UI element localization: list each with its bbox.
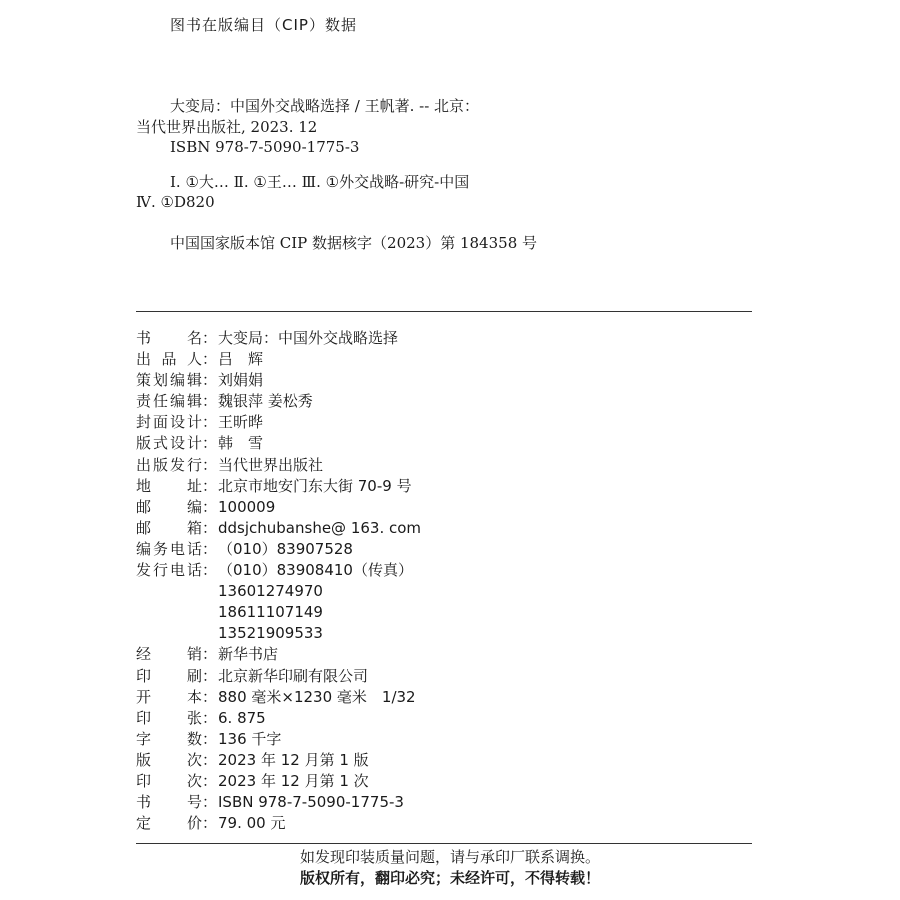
imprint-value: （010）83907528 xyxy=(218,539,353,558)
imprint-label-char: 版 xyxy=(136,434,152,453)
cip-isbn-line: ISBN 978-7-5090-1775-3 xyxy=(170,138,360,156)
imprint-label-char: 辑： xyxy=(186,392,217,411)
imprint-label-char: 式 xyxy=(152,434,168,453)
imprint-label-char: 品 xyxy=(161,350,177,369)
imprint-label-char: 话： xyxy=(186,539,217,558)
imprint-label-char: 印 xyxy=(136,666,152,685)
imprint-label-char: 行 xyxy=(152,561,168,580)
imprint-row xyxy=(136,539,421,560)
imprint-label xyxy=(136,771,217,792)
imprint-value: 刘娟娟 xyxy=(218,371,264,390)
imprint-label-char: 价： xyxy=(186,814,217,833)
copyright-notice: 版权所有，翻印必究；未经许可，不得转载！ xyxy=(299,869,600,887)
imprint-value: 2023 年 12 月第 1 次 xyxy=(218,771,369,790)
imprint-row xyxy=(136,581,421,602)
cip-record-number: 中国国家版本馆 CIP 数据核字（2023）第 184358 号 xyxy=(170,234,538,252)
imprint-label-char: 书 xyxy=(136,793,152,812)
imprint-label-char: 封 xyxy=(136,413,152,432)
imprint-label-char: 行： xyxy=(186,455,217,474)
imprint-row xyxy=(136,708,421,729)
imprint-label xyxy=(136,666,217,687)
imprint-label-char: 编 xyxy=(169,392,185,411)
imprint-label-char: 地 xyxy=(136,476,152,495)
imprint-row xyxy=(136,644,421,665)
imprint-value: ISBN 978-7-5090-1775-3 xyxy=(218,793,404,812)
imprint-row xyxy=(136,328,421,349)
imprint-label-char: 书 xyxy=(136,329,152,347)
imprint-label-char: 发 xyxy=(169,455,185,474)
imprint-label xyxy=(136,750,217,771)
imprint-label xyxy=(136,539,217,560)
imprint-label-char: 版 xyxy=(136,750,152,769)
imprint-label-char: 邮 xyxy=(136,497,152,516)
imprint-value: 吕 辉 xyxy=(218,350,264,369)
imprint-label-char: 出 xyxy=(136,350,152,369)
imprint-label-char: 次： xyxy=(186,771,217,790)
imprint-label-char: 编 xyxy=(169,371,185,390)
cip-classification-code: Ⅳ. ①D820 xyxy=(136,193,215,211)
imprint-row xyxy=(136,518,421,539)
imprint-row xyxy=(136,602,421,623)
imprint-row xyxy=(136,412,421,433)
imprint-row xyxy=(136,391,421,412)
imprint-list xyxy=(136,328,421,834)
imprint-row xyxy=(136,792,421,813)
imprint-value: 18611107149 xyxy=(218,603,323,622)
imprint-label-char: 务 xyxy=(152,539,168,558)
imprint-label-char: 定 xyxy=(136,814,152,833)
imprint-label-char: 字 xyxy=(136,729,152,748)
imprint-label-char: 邮 xyxy=(136,518,152,537)
imprint-row xyxy=(136,349,421,370)
imprint-row xyxy=(136,476,421,497)
cip-publisher-line: 当代世界出版社, 2023. 12 xyxy=(136,118,318,136)
imprint-value: 2023 年 12 月第 1 版 xyxy=(218,750,369,769)
imprint-label xyxy=(136,602,217,623)
imprint-label-char: 划 xyxy=(152,371,168,390)
imprint-value: 北京新华印刷有限公司 xyxy=(218,666,369,685)
imprint-label-char: 任 xyxy=(152,392,168,411)
imprint-label-char: 址： xyxy=(186,476,217,495)
imprint-label xyxy=(136,370,217,391)
imprint-value: 79. 00 元 xyxy=(218,814,286,833)
imprint-label-char: 电 xyxy=(169,561,185,580)
imprint-label xyxy=(136,328,217,349)
imprint-label-char: 刷： xyxy=(186,666,217,685)
imprint-label xyxy=(136,644,217,665)
imprint-label xyxy=(136,623,217,644)
imprint-label-char: 箱： xyxy=(186,518,217,537)
imprint-value: 大变局：中国外交战略选择 xyxy=(218,329,399,347)
imprint-value: （010）83908410（传真） xyxy=(218,561,413,580)
imprint-label-char: 销： xyxy=(186,645,217,664)
imprint-value: 当代世界出版社 xyxy=(218,455,324,474)
imprint-label-char: 电 xyxy=(169,539,185,558)
imprint-label xyxy=(136,433,217,454)
imprint-label xyxy=(136,518,217,539)
imprint-label-char: 数： xyxy=(186,729,217,748)
imprint-label-char: 张： xyxy=(186,708,217,727)
imprint-row xyxy=(136,750,421,771)
imprint-row xyxy=(136,433,421,454)
imprint-value: 13521909533 xyxy=(218,624,323,643)
imprint-label-char: 辑： xyxy=(186,371,217,390)
imprint-label-char: 编： xyxy=(186,497,217,516)
imprint-label-char: 发 xyxy=(136,561,152,580)
imprint-label xyxy=(136,412,217,433)
imprint-label-char: 开 xyxy=(136,687,152,706)
imprint-value: 13601274970 xyxy=(218,582,323,601)
imprint-value: 880 毫米×1230 毫米 1/32 xyxy=(218,687,416,706)
cip-heading: 图书在版编目（CIP）数据 xyxy=(170,16,357,34)
imprint-label-char: 面 xyxy=(152,413,168,432)
imprint-value: 6. 875 xyxy=(218,708,266,727)
imprint-label-char: 设 xyxy=(169,413,185,432)
imprint-label xyxy=(136,455,217,476)
imprint-label-char: 策 xyxy=(136,371,152,390)
imprint-label xyxy=(136,497,217,518)
imprint-value: 魏银萍 姜松秀 xyxy=(218,392,313,411)
imprint-value: 136 千字 xyxy=(218,729,282,748)
bottom-divider xyxy=(136,843,752,844)
imprint-label xyxy=(136,560,217,581)
imprint-row xyxy=(136,687,421,708)
imprint-value: 北京市地安门东大街 70-9 号 xyxy=(218,476,412,495)
imprint-label xyxy=(136,476,217,497)
imprint-row xyxy=(136,729,421,750)
imprint-label-char: 责 xyxy=(136,392,152,411)
imprint-row xyxy=(136,771,421,792)
imprint-label-char: 设 xyxy=(169,434,185,453)
imprint-label xyxy=(136,687,217,708)
imprint-label xyxy=(136,708,217,729)
quality-notice: 如发现印装质量问题，请与承印厂联系调换。 xyxy=(299,848,600,866)
imprint-value: 王昕晔 xyxy=(218,413,264,432)
imprint-label xyxy=(136,792,217,813)
imprint-value: 100009 xyxy=(218,497,276,516)
imprint-value: 新华书店 xyxy=(218,645,279,664)
imprint-label-char: 印 xyxy=(136,771,152,790)
imprint-label xyxy=(136,729,217,750)
imprint-label-char: 名： xyxy=(186,329,217,347)
imprint-label xyxy=(136,813,217,834)
imprint-value: ddsjchubanshe@ 163. com xyxy=(218,518,422,537)
imprint-label xyxy=(136,581,217,602)
imprint-row xyxy=(136,666,421,687)
imprint-label-char: 经 xyxy=(136,645,152,664)
imprint-row xyxy=(136,623,421,644)
imprint-row xyxy=(136,370,421,391)
imprint-label-char: 印 xyxy=(136,708,152,727)
imprint-label-char: 号： xyxy=(186,793,217,812)
cip-title-line: 大变局：中国外交战略选择 / 王帆著. -- 北京： xyxy=(170,97,480,115)
imprint-label-char: 本： xyxy=(186,687,217,706)
imprint-label-char: 编 xyxy=(136,539,152,558)
imprint-label-char: 话： xyxy=(186,561,217,580)
imprint-label xyxy=(136,349,217,370)
imprint-value: 韩 雪 xyxy=(218,434,264,453)
imprint-label-char: 计： xyxy=(186,434,217,453)
imprint-row xyxy=(136,497,421,518)
top-divider xyxy=(136,311,752,312)
imprint-label xyxy=(136,391,217,412)
imprint-label-char: 次： xyxy=(186,750,217,769)
cip-classification-line: Ⅰ. ①大… Ⅱ. ①王… Ⅲ. ①外交战略-研究-中国 xyxy=(170,173,470,191)
imprint-row xyxy=(136,813,421,834)
imprint-label-char: 计： xyxy=(186,413,217,432)
imprint-row xyxy=(136,560,421,581)
imprint-label-char: 版 xyxy=(152,455,168,474)
imprint-label-char: 人： xyxy=(186,350,217,369)
imprint-label-char: 出 xyxy=(136,455,152,474)
imprint-row xyxy=(136,455,421,476)
